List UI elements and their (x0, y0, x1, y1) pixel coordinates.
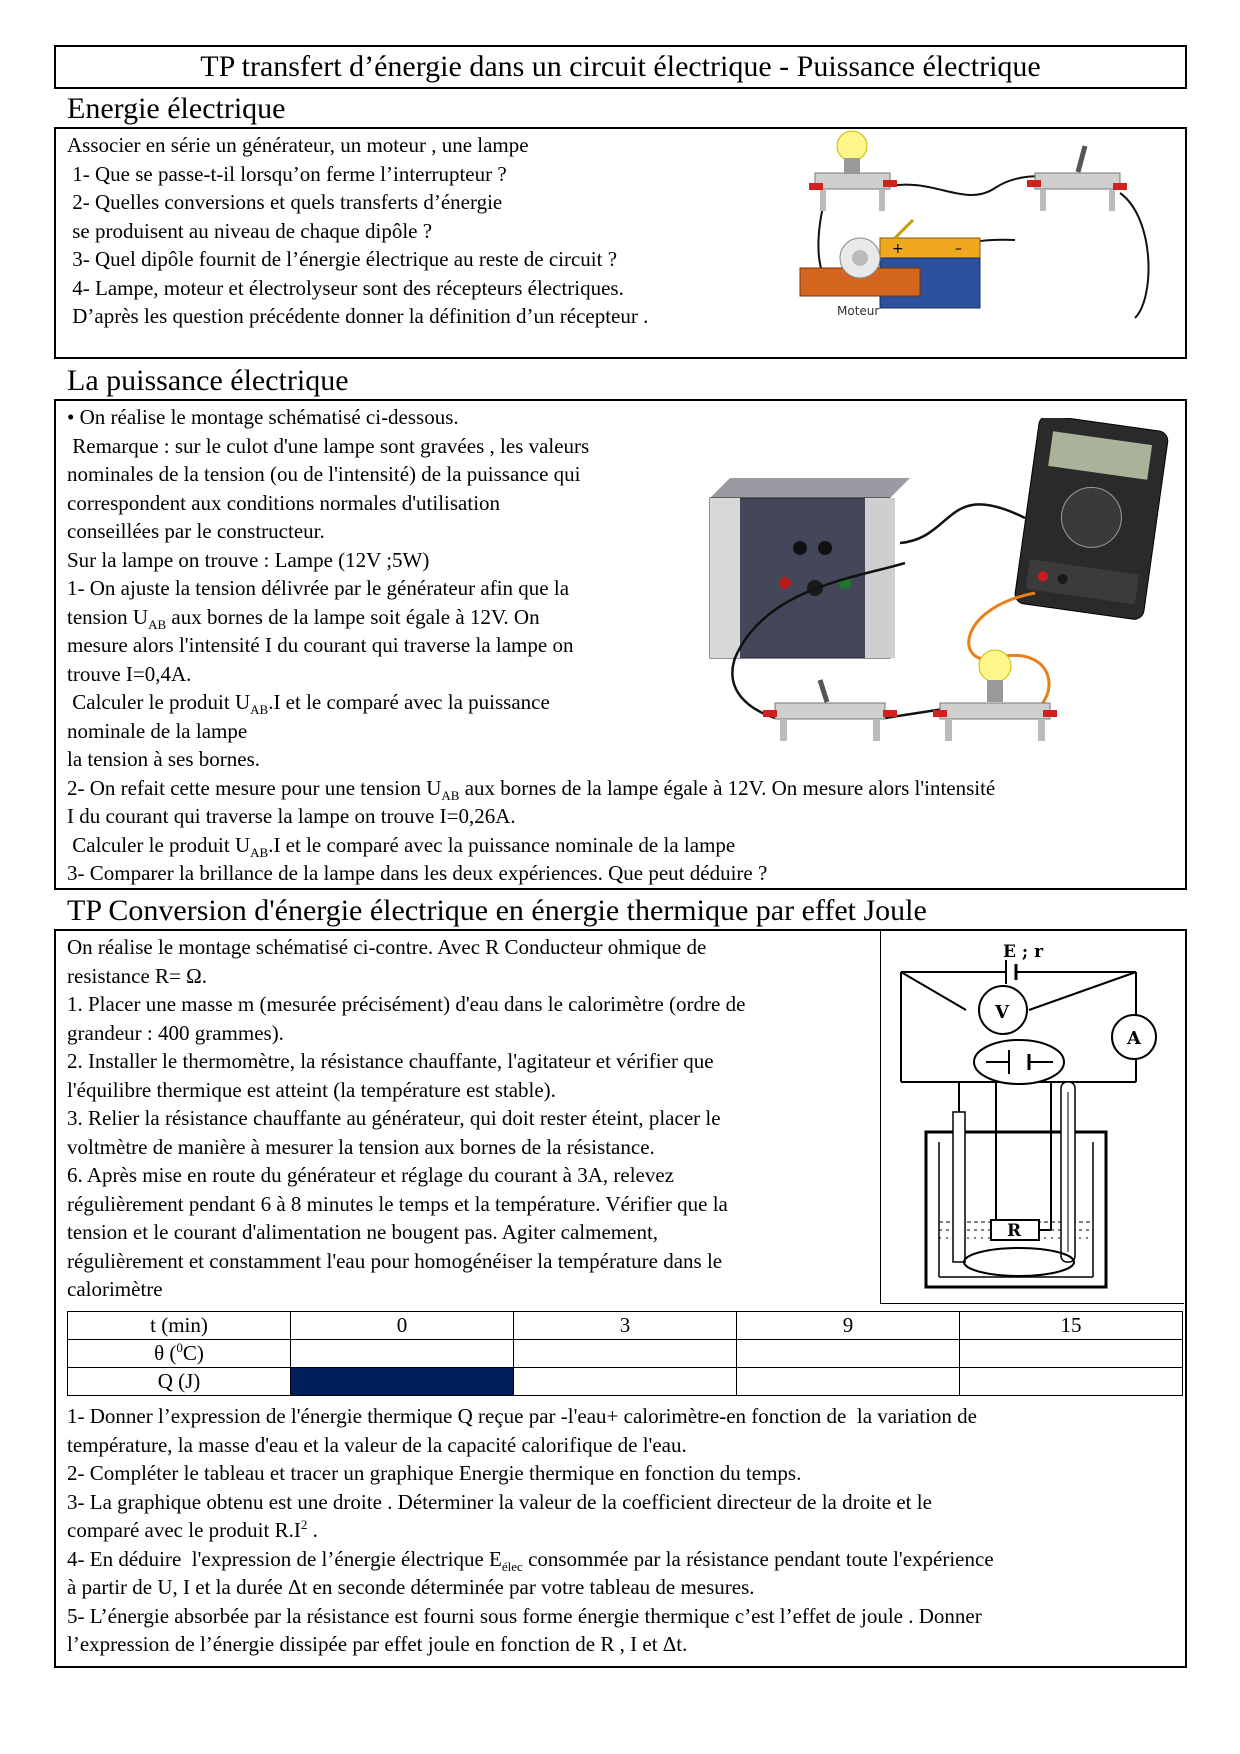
question-line: 3- La graphique obtenu est une droite . Déterminer la valeur de la coefficient directeur de la droite et le (67, 1489, 932, 1514)
section2-line: 3- Comparer la brillance de la lampe dans les deux expériences. Que peut déduire ? (67, 861, 768, 885)
section1-heading: Energie électrique (67, 92, 286, 125)
section3-line: tension et le courant d'alimentation ne bougent pas. Agiter calmement, (67, 1220, 659, 1244)
section3-text (67, 933, 745, 1304)
question-line: l’expression de l’énergie dissipée par effet joule en fonction de R , I et Δt. (67, 1632, 688, 1656)
table-cell: 0 (291, 1312, 514, 1340)
lamp-bulb-icon (837, 131, 867, 161)
lamp-bulb-icon (979, 650, 1011, 682)
section2-line: conseillées par le constructeur. (67, 519, 325, 543)
title-box (54, 45, 1187, 89)
switch-lever-icon (820, 680, 827, 702)
question-line: à partir de U, I et la durée Δt en seconde déterminée par votre tableau de mesures. (67, 1575, 755, 1599)
section1-line: 3- Quel dipôle fournit de l’énergie électrique au reste de circuit ? (67, 247, 618, 271)
ammeter-label: A (1127, 1028, 1141, 1049)
section1-line: se produisent au niveau de chaque dipôle ? (67, 218, 433, 243)
switch-lever-icon (1078, 146, 1085, 172)
table-row (68, 1312, 1183, 1340)
table-cell-input[interactable] (960, 1368, 1183, 1396)
table-cell-input[interactable] (514, 1368, 737, 1396)
section3-line: On réalise le montage schématisé ci-contre. Avec R Conducteur ohmique de (67, 935, 707, 959)
table-cell-input[interactable] (291, 1340, 514, 1368)
section2-line: Calculer le produit $U_{AB}.I$ et le comparé avec la puissance nominale de la lampe (67, 832, 736, 860)
section2-heading: La puissance électrique (67, 364, 349, 397)
resistor-label: R (1007, 1221, 1022, 1241)
section1-line: 1- Que se passe-t-il lorsqu’on ferme l’interrupteur ? (67, 161, 507, 186)
section2-line: nominales de la tension (ou de l'intensité) de la puissance qui (67, 462, 581, 486)
section2-line: la tension à ses bornes. (67, 747, 261, 771)
section1-text (67, 131, 648, 331)
question-line: température, la masse d'eau et la valeur de la capacité calorifique de l'eau. (67, 1432, 687, 1457)
question-line: 4- En déduire l'expression de l’énergie électrique $E_{élec}$ consommée par la résistance pendant toute l'expérience (67, 1546, 994, 1574)
calorimeter-diagram (881, 932, 1183, 1302)
lamp-support (815, 173, 890, 189)
section3-line: calorimètre (67, 1277, 163, 1301)
section3-line: 6. Après mise en route du générateur et réglage du courant à 3A, relevez (67, 1163, 674, 1187)
stirrer-icon (953, 1112, 965, 1262)
table-cell-input[interactable] (737, 1340, 960, 1368)
section2-line: trouve I=0,4A. (67, 661, 192, 686)
section2-line: tension $U_{AB}$ aux bornes de la lampe soit égale à 12V. On (67, 604, 540, 632)
section2-line: mesure alors l'intensité I du courant qui traverse la lampe on (67, 633, 574, 657)
section1-line: Associer en série un générateur, un moteur , une lampe (67, 133, 529, 157)
section3-line: resistance R= Ω. (67, 963, 207, 988)
section3-line: l'équilibre thermique est atteint (la température est stable). (67, 1077, 556, 1102)
section3-line: 2. Installer le thermomètre, la résistance chauffante, l'agitateur et vérifier que (67, 1049, 714, 1073)
switch-support (1035, 173, 1120, 189)
table-cell-input[interactable] (514, 1340, 737, 1368)
section2-line: 1- On ajuste la tension délivrée par le générateur afin que la (67, 576, 570, 600)
question-line: 1- Donner l’expression de l'énergie thermique Q reçue par -l'eau+ calorimètre-en fonction de la variation de (67, 1404, 977, 1428)
table-cell: 15 (960, 1312, 1183, 1340)
table-header-cell: t (min) (68, 1312, 291, 1340)
table-cell: 3 (514, 1312, 737, 1340)
section1-line: 2- Quelles conversions et quels transferts d’énergie (67, 190, 503, 214)
generator-label: E ; r (1003, 942, 1044, 962)
table-row (68, 1340, 1183, 1368)
section3-questions (67, 1402, 994, 1659)
voltmeter-label: V (995, 1002, 1009, 1023)
lamp-support (940, 703, 1050, 719)
section3-line: régulièrement pendant 6 à 8 minutes le temps et la température. Vérifier que la (67, 1191, 728, 1216)
section3-line: voltmètre de manière à mesurer la tension aux bornes de la résistance. (67, 1134, 655, 1159)
generator-icon (710, 478, 910, 498)
table-header-cell: θ ($^0$C) (68, 1340, 291, 1368)
table-cell-input[interactable] (960, 1340, 1183, 1368)
question-line: 2- Compléter le tableau et tracer un graphique Energie thermique en fonction du temps. (67, 1461, 802, 1485)
question-line: comparé avec le produit $R.I^2$ . (67, 1517, 318, 1542)
section3-line: régulièrement et constamment l'eau pour homogénéiser la température dans le (67, 1248, 723, 1273)
section1-line: 4- Lampe, moteur et électrolyseur sont des récepteurs électriques. (67, 275, 624, 300)
table-cell-input[interactable] (737, 1368, 960, 1396)
circuit-figure-motor (795, 128, 1165, 348)
motor-label: Moteur (837, 304, 880, 318)
table-row (68, 1368, 1183, 1396)
section3-heading: TP Conversion d'énergie électrique en énergie thermique par effet Joule (67, 894, 927, 927)
section2-line: • On réalise le montage schématisé ci-dessous. (67, 405, 459, 429)
switch-support (775, 703, 885, 719)
table-header-cell: Q (J) (68, 1368, 291, 1396)
section2-line: 2- On refait cette mesure pour une tension $U_{AB}$ aux bornes de la lampe égale à 12V. On mesure alors l'intensité (67, 775, 996, 803)
section3-line: 1. Placer une masse m (mesurée précisément) d'eau dans le calorimètre (ordre de (67, 992, 746, 1016)
section2-line: nominale de la lampe (67, 718, 248, 743)
measurement-table (67, 1311, 1183, 1396)
section2-line: I du courant qui traverse la lampe on trouve I=0,26A. (67, 804, 516, 828)
svg-text:–: – (955, 241, 962, 257)
section1-line: D’après les question précédente donner la définition d’un récepteur . (67, 304, 649, 328)
circuit-figure-multimeter (705, 418, 1180, 748)
section3-line: 3. Relier la résistance chauffante au générateur, qui doit rester éteint, placer le (67, 1106, 721, 1130)
multimeter-icon (1014, 418, 1169, 621)
question-line: 5- L’énergie absorbée par la résistance est fourni sous forme énergie thermique c’est l’effet de joule . Donner (67, 1603, 982, 1628)
svg-text:+: + (892, 241, 904, 257)
table-cell: 9 (737, 1312, 960, 1340)
section2-line: Sur la lampe on trouve : Lampe (12V ;5W) (67, 547, 430, 572)
page-title: TP transfert d’énergie dans un circuit électrique - Puissance électrique (200, 50, 1041, 83)
section2-line: Remarque : sur le culot d'une lampe sont gravées , les valeurs (67, 433, 590, 458)
section2-line: Calculer le produit $U_{AB}.I$ et le comparé avec la puissance (67, 690, 550, 718)
section2-line: correspondent aux conditions normales d'utilisation (67, 490, 501, 515)
table-cell-shaded (291, 1368, 514, 1396)
section3-line: grandeur : 400 grammes). (67, 1020, 284, 1045)
